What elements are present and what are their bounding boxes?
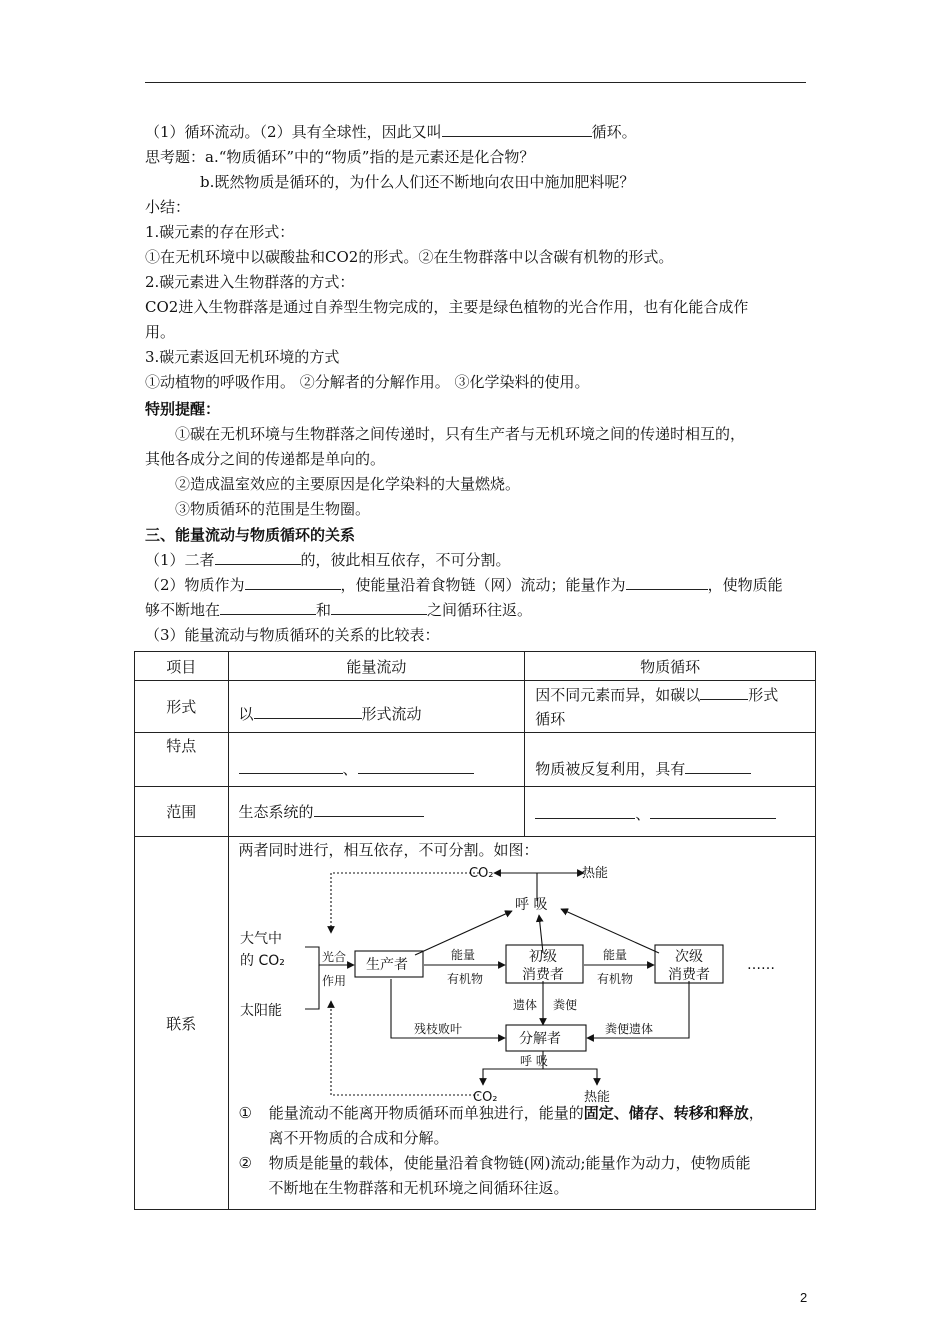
sun-to-photo xyxy=(305,965,319,1009)
table-row-link xyxy=(135,837,816,1210)
reminder-1a: ①碳在无机环境与生物群落之间传递时，只有生产者与无机环境之间的传递时相互的， xyxy=(175,425,746,443)
respire-bottom-label: 呼 吸 xyxy=(519,1054,548,1068)
primary-label-2: 消费者 xyxy=(521,967,564,983)
energy-label-2: 能量 xyxy=(602,948,627,962)
s3-l2-b: ，使能量沿着食物链（网）流动；能量作为 xyxy=(340,576,626,594)
blank-form-matter xyxy=(700,685,748,700)
respire-top-label: 呼 吸 xyxy=(514,897,547,913)
blank-feature-1 xyxy=(239,759,343,774)
blank-feature-2 xyxy=(358,759,474,774)
p1-num: ① xyxy=(238,1104,252,1122)
table-header-row xyxy=(135,652,816,681)
row-scope-energy xyxy=(228,787,525,837)
summary-heading-2: 2.碳元素进入生物群落的方式： xyxy=(145,273,355,291)
photo-label-1: 光合 xyxy=(321,950,346,964)
think-question-b: b.既然物质是循环的，为什么人们还不断地向农田中施加肥料呢？ xyxy=(200,173,635,191)
respire-bottom-to-co2 xyxy=(483,1069,543,1085)
header-energy: 能量流动 xyxy=(228,652,525,681)
scope-matter-sep: 、 xyxy=(635,805,651,823)
co2-bottom-label: CO₂ xyxy=(472,1090,498,1103)
heat-top-label: 热能 xyxy=(581,866,608,881)
litter-label: 残枝败叶 xyxy=(413,1022,462,1036)
co2-top-label: CO₂ xyxy=(468,866,494,881)
feces-label: 粪便 xyxy=(552,998,577,1012)
atmos-label-1: 大气中 xyxy=(239,931,282,947)
dashed-co2-top-return xyxy=(331,873,479,933)
producer-label: 生产者 xyxy=(365,957,408,973)
think-question-a: 思考题：a.“物质循环”中的“物质”指的是元素还是化合物？ xyxy=(145,148,535,166)
table-row-form xyxy=(135,681,816,733)
dashed-co2-bottom-return xyxy=(331,1001,479,1095)
scope-energy-text: 生态系统的 xyxy=(238,803,314,821)
s3-l3-a: 够不断地在 xyxy=(145,601,221,619)
blank-global-cycle xyxy=(442,122,592,137)
header-rule xyxy=(145,82,806,83)
header-matter: 物质循环 xyxy=(525,652,816,681)
intro-line-1-a: （1）循环流动。（2）具有全球性，因此又叫 xyxy=(145,123,442,141)
p1-bold: 固定、储存、转移和释放 xyxy=(583,1104,749,1122)
form-matter-a: 因不同元素而异，如碳以 xyxy=(535,685,701,704)
summary-heading-3: 3.碳元素返回无机环境的方式 xyxy=(145,348,340,366)
photo-label-2: 作用 xyxy=(321,974,346,988)
row-form-matter xyxy=(525,681,816,733)
organic-label-2: 有机物 xyxy=(596,972,633,986)
feature-matter-text: 物质被反复利用，具有 xyxy=(535,760,686,778)
respire-bottom-to-heat xyxy=(543,1069,597,1085)
summary-title: 小结： xyxy=(145,198,191,216)
primary-to-respire xyxy=(539,915,543,953)
section-3-line-4: （3）能量流动与物质循环的关系的比较表： xyxy=(145,626,440,644)
comparison-table xyxy=(134,651,816,1210)
form-energy-b: 形式流动 xyxy=(361,704,422,723)
row-link-content xyxy=(228,837,815,1210)
blank-feature-matter xyxy=(685,759,751,774)
dots-label: …… xyxy=(746,957,775,973)
secondary-to-respire xyxy=(561,909,659,953)
blank-power xyxy=(626,575,708,590)
energy-label-1: 能量 xyxy=(450,948,475,962)
reminder-3: ③物质循环的范围是生物圈。 xyxy=(175,500,371,518)
s3-l2-a: （2）物质作为 xyxy=(145,576,245,594)
heat-bottom-label: 热能 xyxy=(583,1090,610,1103)
sun-label: 太阳能 xyxy=(239,1003,282,1019)
s3-l1-a: （1）二者 xyxy=(145,551,215,569)
page-number: 2 xyxy=(800,1290,808,1305)
p2-a: 物质是能量的载体，使能量沿着食物链(网)流动;能量作为动力，使物质能 xyxy=(268,1154,751,1172)
p2-num: ② xyxy=(238,1154,252,1172)
blank-scope-2 xyxy=(650,804,776,819)
blank-carrier xyxy=(245,575,341,590)
blank-community xyxy=(220,600,316,615)
p1-a: 能量流动不能离开物质循环而单独进行，能量的 xyxy=(268,1104,584,1122)
form-matter-c: 循环 xyxy=(535,709,566,728)
table-row-scope xyxy=(135,787,816,837)
s3-l1-b: 的，彼此相互依存，不可分割。 xyxy=(300,551,511,569)
row-feature-label xyxy=(135,733,229,787)
decomposer-label: 分解者 xyxy=(518,1031,561,1047)
remains-label: 遗体 xyxy=(512,998,537,1012)
row-feature-energy xyxy=(228,733,525,787)
blank-scope-1 xyxy=(535,804,635,819)
secondary-label-2: 消费者 xyxy=(667,967,710,983)
section-3-line-2 xyxy=(145,574,783,596)
p1-c: ， xyxy=(748,1104,764,1122)
s3-l3-b: 和 xyxy=(316,601,332,619)
row-scope-matter xyxy=(525,787,816,837)
link-intro: 两者同时进行，相互依存，不可分割。如图： xyxy=(238,841,539,859)
atmos-label-2: 的 CO₂ xyxy=(239,953,285,969)
blank-scope-energy xyxy=(314,802,424,817)
reminder-2: ②造成温室效应的主要原因是化学染料的大量燃烧。 xyxy=(175,475,521,493)
blank-simultaneous xyxy=(215,550,301,565)
summary-text-2a: CO2进入生物群落是通过自养型生物完成的，主要是绿色植物的光合作用，也有化能合成作 xyxy=(145,298,749,316)
row-form-energy xyxy=(228,681,525,733)
section-3-title: 三、能量流动与物质循环的关系 xyxy=(145,526,356,544)
organic-label-1: 有机物 xyxy=(446,972,483,986)
row-form-label: 形式 xyxy=(135,681,229,733)
p2-b: 不断地在生物群落和无机环境之间循环往返。 xyxy=(268,1179,569,1197)
blank-environment xyxy=(331,600,427,615)
p1-d: 离不开物质的合成和分解。 xyxy=(268,1129,449,1147)
primary-label-1: 初级 xyxy=(528,949,557,965)
summary-text-3: ①动植物的呼吸作用。 ②分解者的分解作用。 ③化学染料的使用。 xyxy=(145,373,590,391)
s3-l2-c: ，使物质能 xyxy=(707,576,783,594)
summary-text-1: ①在无机环境中以碳酸盐和CO2的形式。②在生物群落中以含碳有机物的形式。 xyxy=(145,248,674,266)
section-3-line-3 xyxy=(145,599,532,621)
summary-text-2b: 用。 xyxy=(145,323,176,341)
link-point-2 xyxy=(239,1151,751,1201)
intro-line-1-b: 循环。 xyxy=(591,123,637,141)
section-3-line-1 xyxy=(145,549,511,571)
summary-heading-1: 1.碳元素的存在形式： xyxy=(145,223,295,241)
intro-line-1 xyxy=(145,121,637,143)
reminder-1b: 其他各成分之间的传递都是单向的。 xyxy=(145,450,386,468)
secondary-label-1: 次级 xyxy=(674,949,703,965)
cycle-diagram xyxy=(229,861,911,1103)
header-item: 项目 xyxy=(135,652,229,681)
table-row-feature xyxy=(135,733,816,787)
s3-l3-c: 之间循环往返。 xyxy=(427,601,533,619)
reminder-title: 特别提醒： xyxy=(145,400,221,418)
feces-remains-label: 粪便遗体 xyxy=(604,1022,653,1036)
row-feature-label-text: 特点 xyxy=(166,737,197,755)
feature-energy-sep: 、 xyxy=(342,760,358,778)
form-matter-b: 形式 xyxy=(748,685,779,704)
link-point-1 xyxy=(239,1101,764,1151)
row-link-label: 联系 xyxy=(135,837,229,1210)
row-scope-label: 范围 xyxy=(135,787,229,837)
row-feature-matter xyxy=(525,733,816,787)
blank-form-energy xyxy=(254,704,362,719)
form-energy-a: 以 xyxy=(238,704,254,723)
